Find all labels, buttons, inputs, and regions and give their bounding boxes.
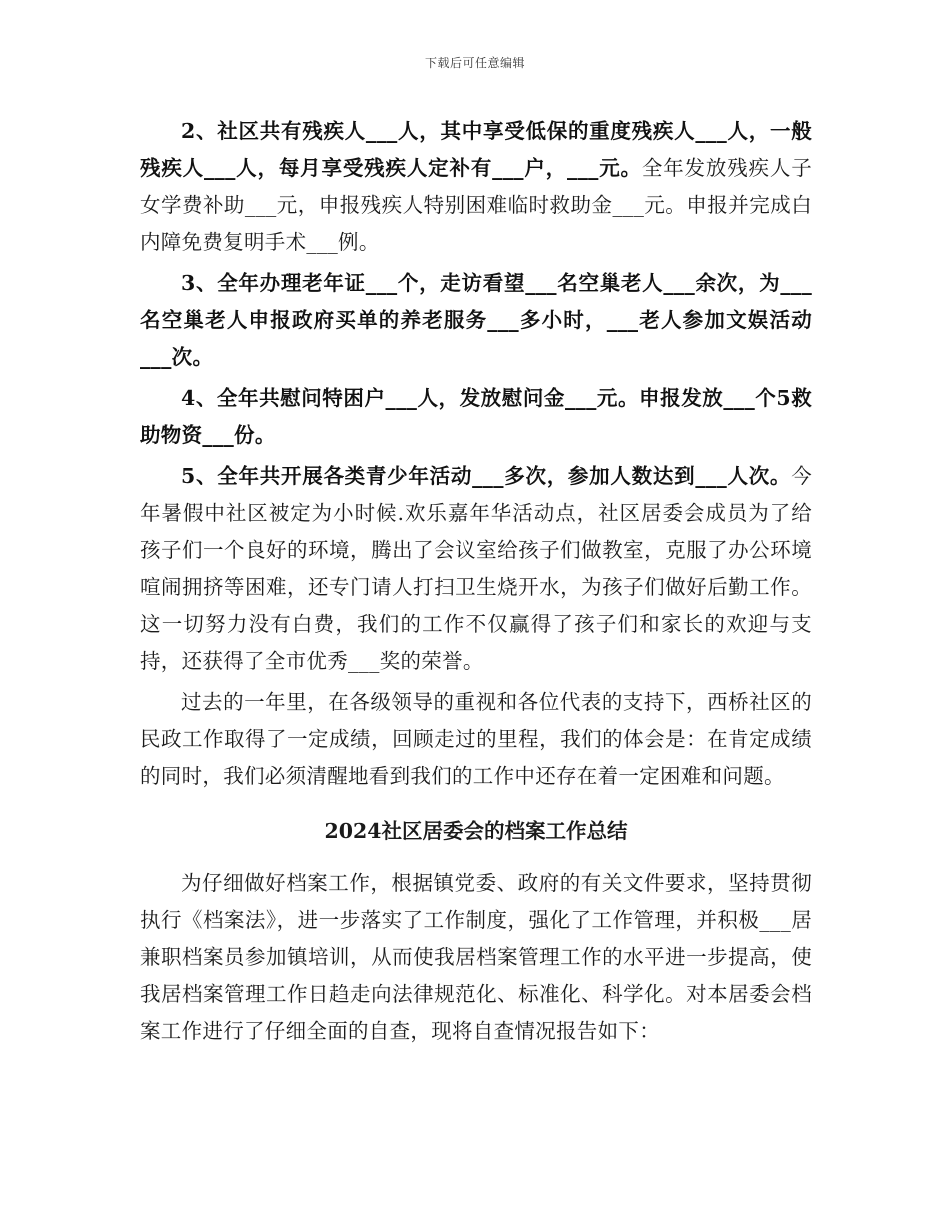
item-5-bold-text: 5、全年共开展各类青少年活动___多次，参加人数达到___人次。 (181, 464, 792, 488)
item-4-bold-text: 4、全年共慰问特困户___人，发放慰问金___元。申报发放___个5救助物资___份。 (140, 386, 812, 447)
paragraph-item-4 (140, 380, 812, 454)
paragraph-item-2 (140, 113, 812, 261)
paragraph-item-5 (140, 458, 812, 680)
page-header: 下载后可任意编辑 (424, 56, 525, 70)
section-title: 2024社区居委会的档案工作总结 (324, 819, 628, 843)
paragraph-intro: 为仔细做好档案工作，根据镇党委、政府的有关文件要求，坚持贯彻执行《档案法》，进一步落实了工作制度，强化了工作管理，并积极___居兼职档案员参加镇培训，从而使我居档案管理工作的水平进一步提高，使我居档案管理工作日趋走向法律规范化、标准化、科学化。对本居委会档案工作进行了仔细全面的自查，现将自查情况报告如下： (140, 871, 812, 1043)
item-2-bold-text: 2、社区共有残疾人___人，其中享受低保的重度残疾人___人，一般残疾人___人，每月享受残疾人定补有___户，___元。 (140, 119, 812, 180)
paragraph-summary: 过去的一年里，在各级领导的重视和各位代表的支持下，西桥社区的民政工作取得了一定成绩，回顾走过的里程，我们的体会是：在肯定成绩的同时，我们必须清醒地看到我们的工作中还存在着一定困难和问题。 (140, 690, 812, 788)
document-body (140, 113, 812, 1050)
item-2-text: 全年发放残疾人子女学费补助___元，申报残疾人特别困难临时救助金___元。申报并完成白内障免费复明手术___例。 (140, 156, 813, 254)
paragraph-item-3 (140, 265, 812, 376)
item-3-bold-text: 3、全年办理老年证___个，走访看望___名空巢老人___余次，为___名空巢老人申报政府买单的养老服务___多小时，___老人参加文娱活动___次。 (140, 271, 812, 369)
item-5-text: 今年暑假中社区被定为小时候.欢乐嘉年华活动点，社区居委会成员为了给孩子们一个良好的环境，腾出了会议室给孩子们做教室，克服了办公环境喧闹拥挤等困难，还专门请人打扫卫生烧开水，为孩子们做好后勤工作。这一切努力没有白费，我们的工作不仅赢得了孩子们和家长的欢迎与支持，还获得了全市优秀___奖的荣誉。 (140, 464, 812, 673)
